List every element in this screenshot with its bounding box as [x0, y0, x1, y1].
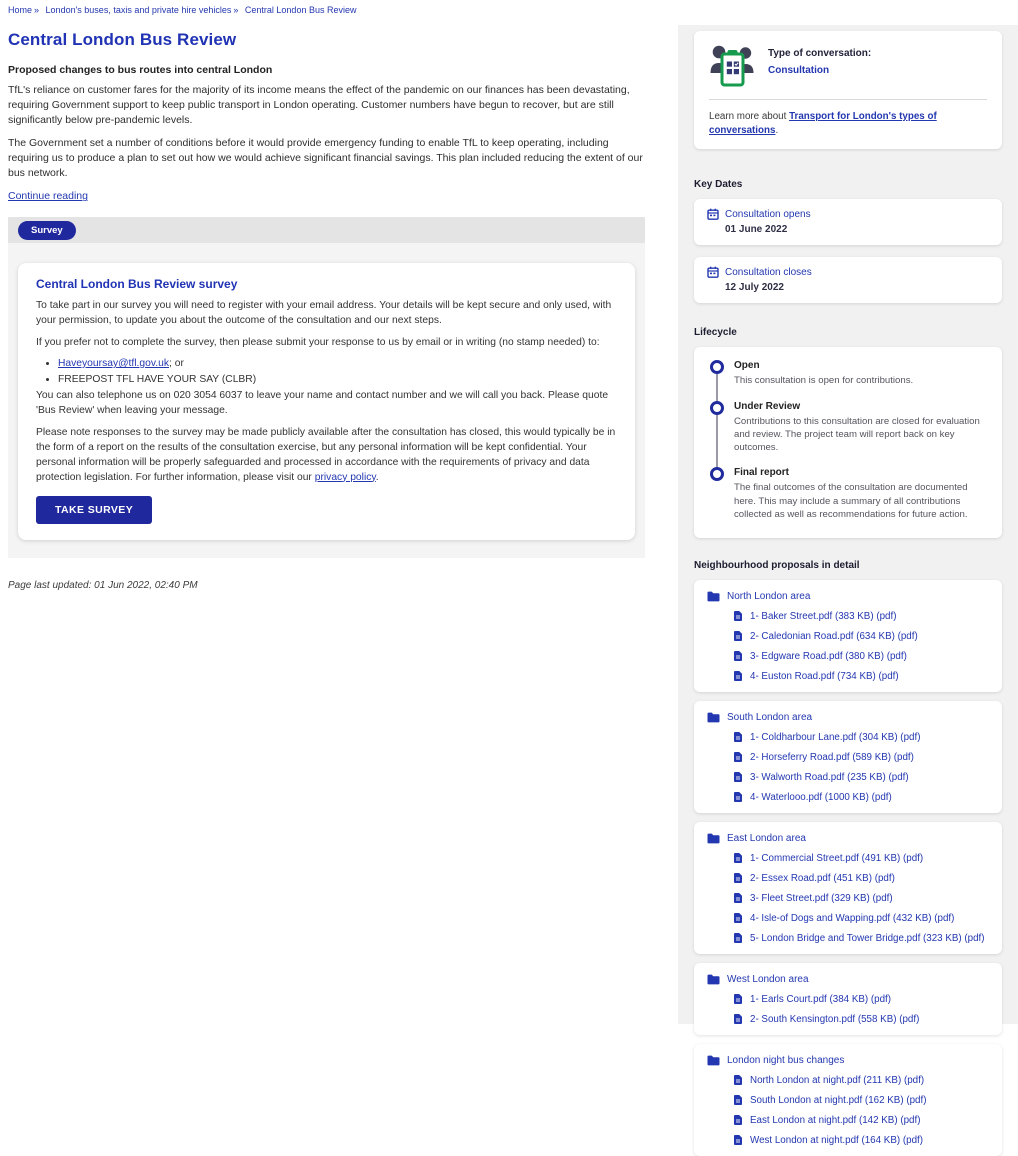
breadcrumb-item	[8, 5, 43, 15]
people-with-clipboard-icon	[709, 44, 755, 88]
pdf-link[interactable]: 4- Isle-of Dogs and Wapping.pdf (432 KB) (pdf)	[750, 912, 955, 924]
freepost-list-item: • FREEPOST TFL HAVE YOUR SAY (CLBR)	[58, 372, 617, 387]
key-date-link[interactable]: Consultation closes	[725, 266, 812, 278]
step-connector-line	[716, 374, 718, 400]
key-date-row	[707, 266, 989, 278]
privacy-note-period: .	[375, 471, 379, 483]
key-date-value: 01 June 2022	[725, 224, 788, 236]
file-row	[733, 1094, 989, 1106]
file-row	[733, 1114, 989, 1126]
file-row	[733, 932, 989, 944]
pdf-link[interactable]: South London at night.pdf (162 KB) (pdf)	[750, 1094, 927, 1106]
lifecycle-step-title: Open	[734, 360, 760, 372]
survey-contact-list	[58, 356, 617, 387]
proposals-heading: Neighbourhood proposals in detail	[694, 560, 860, 572]
lifecycle-step-gutter	[709, 467, 724, 534]
pdf-file-icon	[733, 731, 743, 743]
key-date-card	[694, 199, 1002, 245]
survey-section-bar	[8, 217, 645, 243]
intro-paragraph-1: TfL's reliance on customer fares for the majority of its income means the effect of the pandemic on our finances has been devastating, requiring Government support to keep public transport in London operating. Customer numbers have begun to recover, but are still significantly below pre-pandemic levels.	[8, 84, 630, 127]
lifecycle-step	[709, 467, 987, 534]
file-row	[733, 650, 989, 662]
pdf-link[interactable]: North London at night.pdf (211 KB) (pdf)	[750, 1074, 925, 1086]
folder-icon	[707, 833, 720, 844]
pdf-link[interactable]: 4- Waterlooo.pdf (1000 KB) (pdf)	[750, 791, 892, 803]
proposal-group-card	[694, 701, 1002, 813]
lifecycle-heading: Lifecycle	[694, 327, 737, 339]
breadcrumb-item	[46, 5, 243, 15]
file-row	[733, 791, 989, 803]
folder-row[interactable]	[707, 1055, 989, 1066]
lifecycle-step-body	[734, 401, 987, 468]
sidebar	[678, 25, 1018, 1146]
breadcrumb-separator: »	[233, 5, 239, 15]
pdf-file-icon	[733, 670, 743, 682]
proposal-group-link[interactable]: West London area	[727, 974, 809, 986]
page-title: Central London Bus Review	[8, 30, 237, 49]
key-date-row	[707, 208, 989, 220]
intro-subheading: Proposed changes to bus routes into central London	[8, 64, 273, 76]
lifecycle-step-title: Final report	[734, 467, 790, 479]
lifecycle-step-title: Under Review	[734, 400, 801, 412]
folder-icon	[707, 1055, 720, 1066]
conversation-type-label: Type of conversation:	[768, 48, 872, 59]
file-row	[733, 852, 989, 864]
pdf-file-icon	[733, 993, 743, 1005]
folder-row[interactable]	[707, 974, 989, 985]
pdf-file-icon	[733, 751, 743, 763]
divider	[709, 99, 987, 100]
lifecycle-step-gutter	[709, 401, 724, 468]
pdf-link[interactable]: 2- Essex Road.pdf (451 KB) (pdf)	[750, 872, 895, 884]
pdf-file-icon	[733, 1134, 743, 1146]
proposal-group-card	[694, 1044, 1002, 1156]
pdf-link[interactable]: 1- Coldharbour Lane.pdf (304 KB) (pdf)	[750, 731, 921, 743]
proposal-group-link[interactable]: South London area	[727, 712, 813, 724]
email-list-item	[58, 356, 617, 371]
pdf-file-icon	[733, 932, 743, 944]
file-row	[733, 872, 989, 884]
step-connector-line	[716, 415, 718, 468]
key-dates-list	[694, 199, 1002, 303]
pdf-file-icon	[733, 610, 743, 622]
pdf-file-icon	[733, 852, 743, 864]
file-row	[733, 892, 989, 904]
folder-icon	[707, 974, 720, 985]
pdf-link[interactable]: 2- South Kensington.pdf (558 KB) (pdf)	[750, 1013, 920, 1025]
proposal-group-link[interactable]: North London area	[727, 591, 811, 603]
folder-icon	[707, 712, 720, 723]
survey-card-title: Central London Bus Review survey	[36, 277, 238, 292]
lifecycle-step-body	[734, 467, 987, 534]
breadcrumb-separator: »	[34, 5, 40, 15]
key-date-card	[694, 257, 1002, 303]
spacer	[694, 315, 1002, 327]
pdf-link[interactable]: 3- Walworth Road.pdf (235 KB) (pdf)	[750, 771, 909, 783]
lifecycle-step	[709, 360, 987, 400]
privacy-note-text: Please note responses to the survey may be made publicly available after the consultation has closed, this would typically be in the form of a report on the results of the consultation exercise, but any personal information will be kept confidential. Your personal information will be properly safeguarded and processed in accordance with the requirements of privacy and data protection legislation. For further information, please visit our	[36, 426, 616, 483]
privacy-policy-link[interactable]: privacy policy	[314, 471, 376, 483]
pdf-file-icon	[733, 1074, 743, 1086]
file-list	[707, 731, 989, 803]
key-dates-heading: Key Dates	[694, 179, 743, 191]
file-list	[707, 852, 989, 944]
folder-row[interactable]	[707, 833, 989, 844]
conversation-type-row	[709, 44, 987, 88]
continue-reading-link[interactable]: Continue reading	[8, 190, 88, 203]
proposal-group-card	[694, 822, 1002, 954]
file-row	[733, 1074, 989, 1086]
pdf-file-icon	[733, 872, 743, 884]
survey-badge[interactable]: Survey	[18, 221, 76, 240]
take-survey-button[interactable]: TAKE SURVEY	[36, 496, 152, 524]
survey-paragraph-register: To take part in our survey you will need to register with your email address. Your details will be kept secure and only used, with your permission, to update you about the outcome of the consultation and our next steps.	[36, 300, 612, 327]
types-of-conversations-link[interactable]: Transport for London's types of conversations	[709, 111, 937, 136]
lifecycle-step-gutter	[709, 360, 724, 400]
pdf-link[interactable]: 2- Horseferry Road.pdf (589 KB) (pdf)	[750, 751, 914, 763]
pdf-link[interactable]: East London at night.pdf (142 KB) (pdf)	[750, 1114, 921, 1126]
file-row	[733, 731, 989, 743]
key-date-value: 12 July 2022	[725, 282, 784, 294]
conversation-type-card	[694, 31, 1002, 149]
breadcrumb-link[interactable]: Central London Bus Review	[244, 5, 357, 15]
file-row	[733, 610, 989, 622]
file-row	[733, 1134, 989, 1146]
file-row	[733, 751, 989, 763]
breadcrumb-link[interactable]: London's buses, taxis and private hire vehicles	[45, 5, 232, 15]
file-row	[733, 630, 989, 642]
lifecycle-step-description: The final outcomes of the consultation are documented here. This may include a summary of all contributions collected as well as recommendations for future action.	[734, 482, 968, 520]
step-radio-icon	[710, 360, 724, 374]
survey-card	[18, 263, 635, 540]
pdf-file-icon	[733, 771, 743, 783]
file-row	[733, 1013, 989, 1025]
pdf-link[interactable]: West London at night.pdf (164 KB) (pdf)	[750, 1134, 924, 1146]
lifecycle-step	[709, 401, 987, 468]
file-row	[733, 670, 989, 682]
pdf-link[interactable]: 1- Earls Court.pdf (384 KB) (pdf)	[750, 993, 892, 1005]
folder-row[interactable]	[707, 591, 989, 602]
folder-icon	[707, 591, 720, 602]
pdf-file-icon	[733, 650, 743, 662]
folder-row[interactable]	[707, 712, 989, 723]
survey-panel	[8, 243, 645, 558]
file-row	[733, 771, 989, 783]
pdf-file-icon	[733, 912, 743, 924]
lifecycle-card	[694, 347, 1002, 538]
proposal-group-link[interactable]: London night bus changes	[727, 1055, 845, 1067]
email-suffix: ; or	[169, 358, 184, 370]
lifecycle-step-body	[734, 360, 913, 400]
proposal-group-link[interactable]: East London area	[727, 833, 806, 845]
lifecycle-step-description: This consultation is open for contributions.	[734, 375, 914, 387]
proposal-group-card	[694, 580, 1002, 692]
pdf-link[interactable]: 5- London Bridge and Tower Bridge.pdf (323 KB) (pdf)	[750, 932, 985, 944]
intro-paragraph-2: The Government set a number of conditions before it would provide emergency funding to enable TfL to keep operating, including requiring us to produce a plan to set out how we would achieve significant financial savings. This plan included reducing the extent of our bus network.	[8, 136, 643, 180]
pdf-file-icon	[733, 791, 743, 803]
calendar-icon	[707, 208, 719, 220]
file-list	[707, 993, 989, 1025]
step-radio-icon	[710, 401, 724, 415]
consultation-link[interactable]: Consultation	[768, 65, 830, 76]
file-row	[733, 912, 989, 924]
file-list	[707, 1074, 989, 1146]
conversation-type-text	[768, 44, 871, 78]
learn-more-text	[709, 110, 987, 137]
calendar-icon	[707, 266, 719, 278]
pdf-file-icon	[733, 892, 743, 904]
key-date-link[interactable]: Consultation opens	[725, 208, 811, 220]
privacy-note	[36, 426, 617, 486]
pdf-file-icon	[733, 1094, 743, 1106]
breadcrumb-link[interactable]: Home	[8, 5, 33, 15]
survey-paragraph-submit: If you prefer not to complete the survey, then please submit your response to us by email or in writing (no stamp needed) to:	[36, 337, 600, 349]
proposals-list	[694, 580, 1002, 1156]
lifecycle-step-description: Contributions to this consultation are closed for evaluation and review. The project team will report back on key outcomes.	[734, 415, 980, 454]
step-radio-icon	[710, 467, 724, 481]
email-link[interactable]: Haveyoursay@tfl.gov.uk	[58, 358, 169, 370]
file-row	[733, 993, 989, 1005]
pdf-link[interactable]: 1- Commercial Street.pdf (491 KB) (pdf)	[750, 852, 924, 864]
learn-more-suffix: .	[775, 124, 779, 136]
file-list	[707, 610, 989, 682]
pdf-link[interactable]: 2- Caledonian Road.pdf (634 KB) (pdf)	[750, 630, 918, 642]
pdf-link[interactable]: 3- Fleet Street.pdf (329 KB) (pdf)	[750, 892, 893, 904]
breadcrumb-item	[245, 5, 357, 15]
pdf-link[interactable]: 1- Baker Street.pdf (383 KB) (pdf)	[750, 610, 897, 622]
proposal-group-card	[694, 963, 1002, 1035]
phone-note: You can also telephone us on 020 3054 6037 to leave your name and contact number and we will call you back. Please quote 'Bus Review' when leaving your message.	[36, 389, 609, 416]
pdf-file-icon	[733, 1114, 743, 1126]
pdf-file-icon	[733, 1013, 743, 1025]
pdf-link[interactable]: 4- Euston Road.pdf (734 KB) (pdf)	[750, 670, 899, 682]
pdf-link[interactable]: 3- Edgware Road.pdf (380 KB) (pdf)	[750, 650, 907, 662]
last-updated: Page last updated: 01 Jun 2022, 02:40 PM	[8, 580, 198, 592]
breadcrumb	[8, 5, 645, 15]
learn-more-prefix: Learn more about	[709, 111, 790, 122]
pdf-file-icon	[733, 630, 743, 642]
